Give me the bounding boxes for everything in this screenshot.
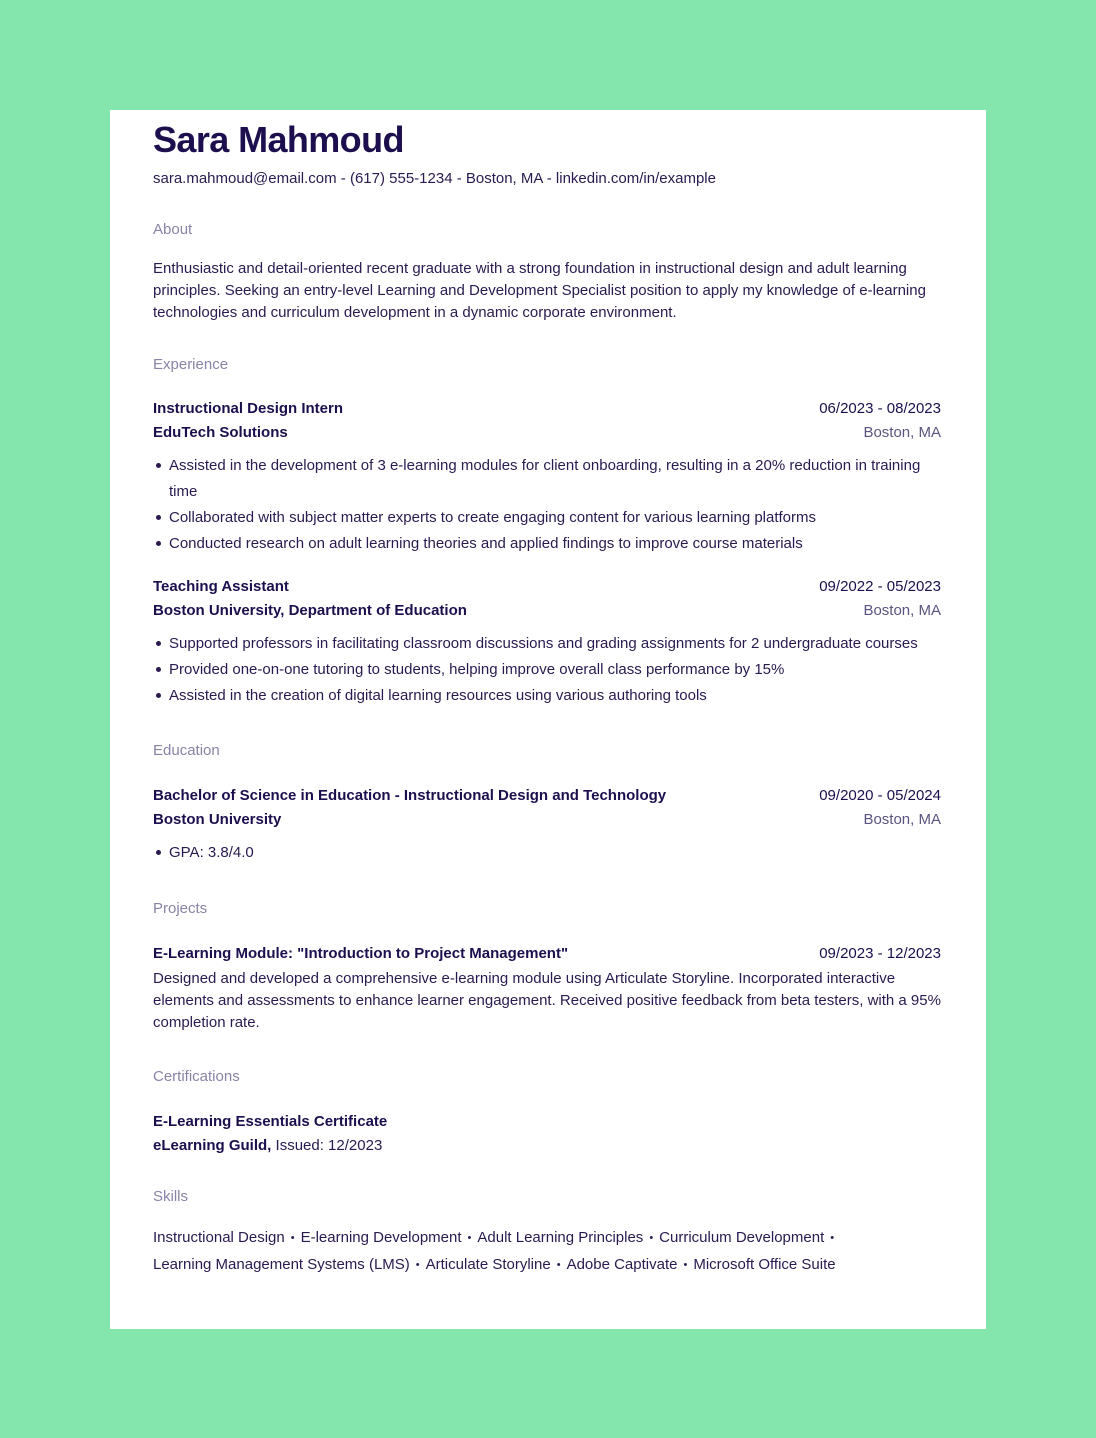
list-item: Provided one-on-one tutoring to students, helping improve overall class performance by 15% — [169, 657, 941, 683]
resume-page — [110, 110, 986, 1329]
contact-line: sara.mahmoud@email.com - (617) 555-1234 - Boston, MA - linkedin.com/in/example — [153, 170, 716, 187]
education-item — [153, 784, 941, 866]
job-dates: 09/2022 - 05/2023 — [819, 578, 941, 595]
degree-title: Bachelor of Science in Education - Instructional Design and Technology — [153, 787, 667, 804]
job-location: Boston, MA — [863, 424, 941, 441]
list-item: Assisted in the creation of digital learning resources using various authoring tools — [169, 683, 941, 709]
skill-item: Curriculum Development — [659, 1229, 825, 1246]
skill-item: Adult Learning Principles — [477, 1229, 644, 1246]
job-organization: Boston University, Department of Education — [153, 602, 467, 619]
skills-heading: Skills — [153, 1188, 189, 1205]
skill-item: Adobe Captivate — [566, 1256, 678, 1273]
education-heading: Education — [153, 742, 220, 759]
list-item: GPA: 3.8/4.0 — [169, 840, 941, 866]
school-name: Boston University — [153, 811, 282, 828]
candidate-name: Sara Mahmoud — [153, 119, 404, 160]
bullet-separator: • — [290, 1232, 295, 1244]
education-dates: 09/2020 - 05/2024 — [819, 787, 941, 804]
experience-item — [153, 397, 941, 557]
job-dates: 06/2023 - 08/2023 — [819, 400, 941, 417]
project-item — [153, 942, 941, 1034]
skills-list — [153, 1225, 941, 1279]
bullet-separator: • — [683, 1259, 688, 1271]
certification-issued: Issued: 12/2023 — [275, 1137, 383, 1154]
experience-heading: Experience — [153, 356, 229, 373]
project-description: Designed and developed a comprehensive e-learning module using Articulate Storyline. Incorporated interactive elements and assessments to enhance learner engagement. Received positive feedback from beta testers, with a 95% completion rate. — [153, 970, 941, 1031]
job-bullets — [153, 453, 941, 557]
list-item: Conducted research on adult learning theories and applied findings to improve course materials — [169, 531, 941, 557]
school-location: Boston, MA — [863, 811, 941, 828]
job-title: Instructional Design Intern — [153, 400, 344, 417]
education-bullets — [153, 840, 941, 866]
list-item: Collaborated with subject matter experts to create engaging content for various learning platforms — [169, 505, 941, 531]
bullet-separator: • — [467, 1232, 472, 1244]
certification-item — [153, 1110, 941, 1158]
skill-item: Instructional Design — [153, 1229, 285, 1246]
certifications-heading: Certifications — [153, 1068, 240, 1085]
experience-item — [153, 575, 941, 709]
skill-item: Microsoft Office Suite — [693, 1256, 836, 1273]
projects-heading: Projects — [153, 900, 208, 917]
job-location: Boston, MA — [863, 602, 941, 619]
skill-item: Articulate Storyline — [425, 1256, 551, 1273]
project-title: E-Learning Module: "Introduction to Project Management" — [153, 945, 569, 962]
skill-item: E-learning Development — [300, 1229, 462, 1246]
bullet-separator: • — [830, 1232, 835, 1244]
job-organization: EduTech Solutions — [153, 424, 288, 441]
job-bullets — [153, 631, 941, 709]
skill-item: Learning Management Systems (LMS) — [153, 1256, 410, 1273]
certification-issuer: eLearning Guild, — [153, 1137, 272, 1154]
bullet-separator: • — [415, 1259, 420, 1271]
about-heading: About — [153, 221, 193, 238]
bullet-separator: • — [556, 1259, 561, 1271]
bullet-separator: • — [649, 1232, 654, 1244]
list-item: Supported professors in facilitating classroom discussions and grading assignments for 2 undergraduate courses — [169, 631, 941, 657]
project-dates: 09/2023 - 12/2023 — [819, 945, 941, 962]
job-title: Teaching Assistant — [153, 578, 289, 595]
certification-name: E-Learning Essentials Certificate — [153, 1113, 388, 1130]
about-text: Enthusiastic and detail-oriented recent graduate with a strong foundation in instructional design and adult learning principles. Seeking an entry-level Learning and Development Specialist position to apply my knowledge of e-learning technologies and curriculum development in a dynamic corporate environment. — [153, 260, 926, 321]
list-item: Assisted in the development of 3 e-learning modules for client onboarding, resulting in a 20% reduction in training time — [169, 453, 941, 505]
